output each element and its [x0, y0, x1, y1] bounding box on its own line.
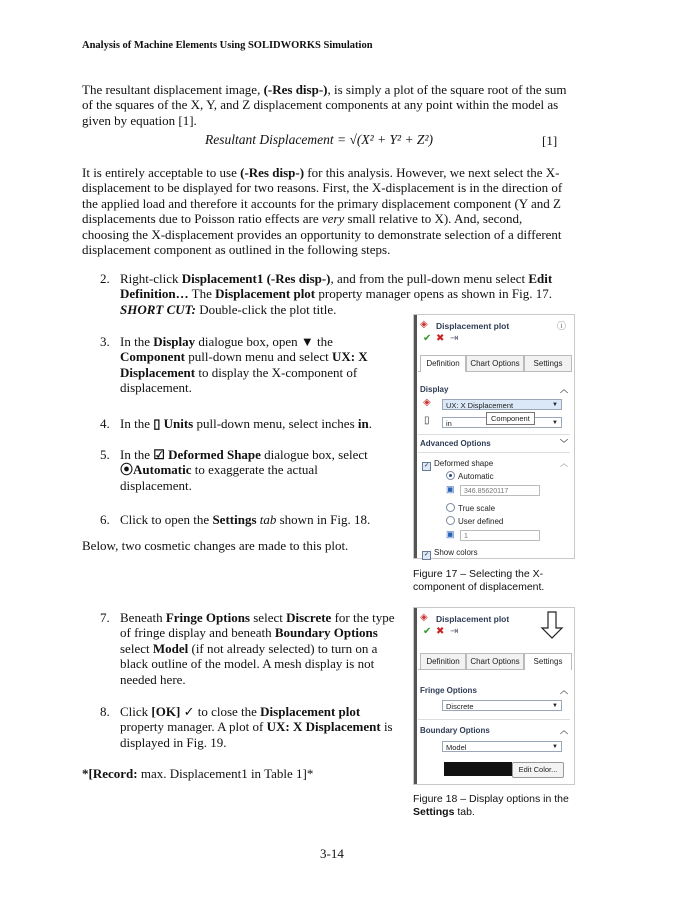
tab-settings[interactable]: Settings — [524, 653, 572, 670]
automatic-radio[interactable]: Automatic — [446, 471, 494, 481]
panel-title: Displacement plot — [436, 614, 510, 624]
boundary-dropdown[interactable]: Model ▼ — [442, 741, 562, 752]
component-tooltip: Component — [486, 412, 535, 425]
running-header: Analysis of Machine Elements Using SOLIDWORKS Simulation — [82, 40, 373, 51]
panel-edge — [414, 608, 417, 784]
tab-bar — [418, 653, 572, 670]
pin-icon[interactable]: ⇥ — [450, 626, 459, 637]
units-icon: ▯ — [153, 416, 161, 431]
chevron-up-icon[interactable]: ︿ — [560, 385, 568, 394]
scale-icon: ▣ — [446, 529, 455, 539]
ok-check-icon[interactable]: ✔ — [423, 626, 432, 637]
page-number: 3-14 — [320, 846, 344, 861]
paragraph-resultant: The resultant displacement image, (-Res disp-), is simply a plot of the square root of the sum of the squares of the X, Y, and Z displacement components at any point within the model as given by equation [1]. — [82, 82, 567, 128]
chevron-up-icon[interactable]: ︿ — [560, 686, 568, 695]
divider — [418, 719, 570, 720]
radio-selected-icon[interactable] — [446, 471, 455, 480]
radio-icon[interactable] — [446, 503, 455, 512]
scale-icon: ▣ — [446, 484, 455, 494]
plot-icon: ◈ — [420, 612, 428, 623]
ok-check-icon[interactable]: ✔ — [423, 333, 432, 344]
fringe-options-label[interactable]: Fringe Options ︿ — [420, 686, 568, 695]
show-colors-checkbox[interactable]: ✓ Show colors — [423, 548, 478, 558]
component-icon: ◈ — [423, 397, 431, 408]
units-dropdown[interactable]: in ▼ — [442, 417, 562, 428]
dropdown-arrow-icon: ▼ — [552, 420, 558, 426]
below-text: Below, two cosmetic changes are made to this plot. — [82, 538, 349, 553]
plot-icon: ◈ — [420, 319, 428, 330]
dropdown-arrow-icon: ▼ — [552, 402, 558, 408]
tab-settings[interactable]: Settings — [524, 355, 572, 371]
cancel-x-icon[interactable]: ✖ — [436, 626, 445, 637]
divider — [418, 434, 570, 435]
paragraph-x-displacement: It is entirely acceptable to use (-Res disp-) for this analysis. However, we next select the X-displacement to be displayed for two reasons. First, the X-displacement is in the direction of the applied load and therefore it accounts for the primary displacement component (Y and Z displacements due to Poisson ratio effects are very small relative to X). And, second, choosing the X-displacement provides an opportunity to demonstrate selection of a different displacement component as outlined in the following steps. — [82, 165, 563, 258]
dropdown-arrow-icon: ▼ — [552, 744, 558, 750]
checkbox-checked-icon[interactable]: ✓ — [423, 552, 430, 558]
dropdown-arrow-icon: ▼ — [552, 703, 558, 709]
divider — [418, 452, 570, 453]
tab-chart-options[interactable]: Chart Options — [466, 355, 524, 371]
units-icon: ▯ — [424, 415, 430, 426]
user-defined-radio[interactable]: User defined — [446, 516, 503, 526]
radio-icon[interactable] — [446, 516, 455, 525]
fringe-dropdown[interactable]: Discrete ▼ — [442, 700, 562, 711]
figure-18-panel — [413, 607, 575, 785]
true-scale-radio[interactable]: True scale — [446, 503, 495, 513]
tab-bar — [418, 355, 572, 372]
edit-color-button[interactable]: Edit Color... — [512, 762, 564, 778]
display-section-label[interactable]: Display ︿ — [420, 385, 568, 394]
chevron-down-icon[interactable]: ﹀ — [560, 439, 568, 448]
panel-edge — [414, 315, 417, 558]
figure-17-panel — [413, 314, 575, 559]
component-dropdown[interactable]: UX: X Displacement ▼ — [442, 399, 562, 410]
record-note: *[Record: max. Displacement1 in Table 1]* — [82, 766, 314, 781]
help-icon[interactable]: ⓘ — [556, 321, 566, 331]
tab-definition[interactable]: Definition — [420, 355, 466, 372]
auto-scale-field[interactable]: 346.85620117 — [460, 485, 540, 496]
chevron-up-icon[interactable]: ︿ — [560, 726, 568, 735]
checkbox-checked-icon[interactable]: ✓ — [423, 463, 430, 469]
outline-color-swatch — [444, 762, 512, 776]
panel-title: Displacement plot — [436, 321, 510, 331]
advanced-options-label[interactable]: Advanced Options ﹀ — [420, 439, 568, 448]
arrow-down-icon — [540, 610, 564, 640]
deformed-shape-checkbox[interactable]: ✓ Deformed shape — [423, 459, 494, 469]
figure-17-caption: Figure 17 – Selecting the X-component of displacement. — [413, 568, 545, 593]
tab-definition[interactable]: Definition — [420, 653, 466, 669]
tab-chart-options[interactable]: Chart Options — [466, 653, 524, 669]
boundary-options-label[interactable]: Boundary Options ︿ — [420, 726, 568, 735]
figure-18-caption: Figure 18 – Display options in the Settings tab. — [413, 793, 569, 818]
equation: Resultant Displacement = √(X² + Y² + Z²) — [205, 132, 433, 147]
user-scale-field[interactable]: 1 — [460, 530, 540, 541]
cancel-x-icon[interactable]: ✖ — [436, 333, 445, 344]
chevron-up-icon[interactable]: ︿ — [560, 459, 568, 468]
pin-icon[interactable]: ⇥ — [450, 333, 459, 344]
equation-number: [1] — [542, 133, 558, 148]
